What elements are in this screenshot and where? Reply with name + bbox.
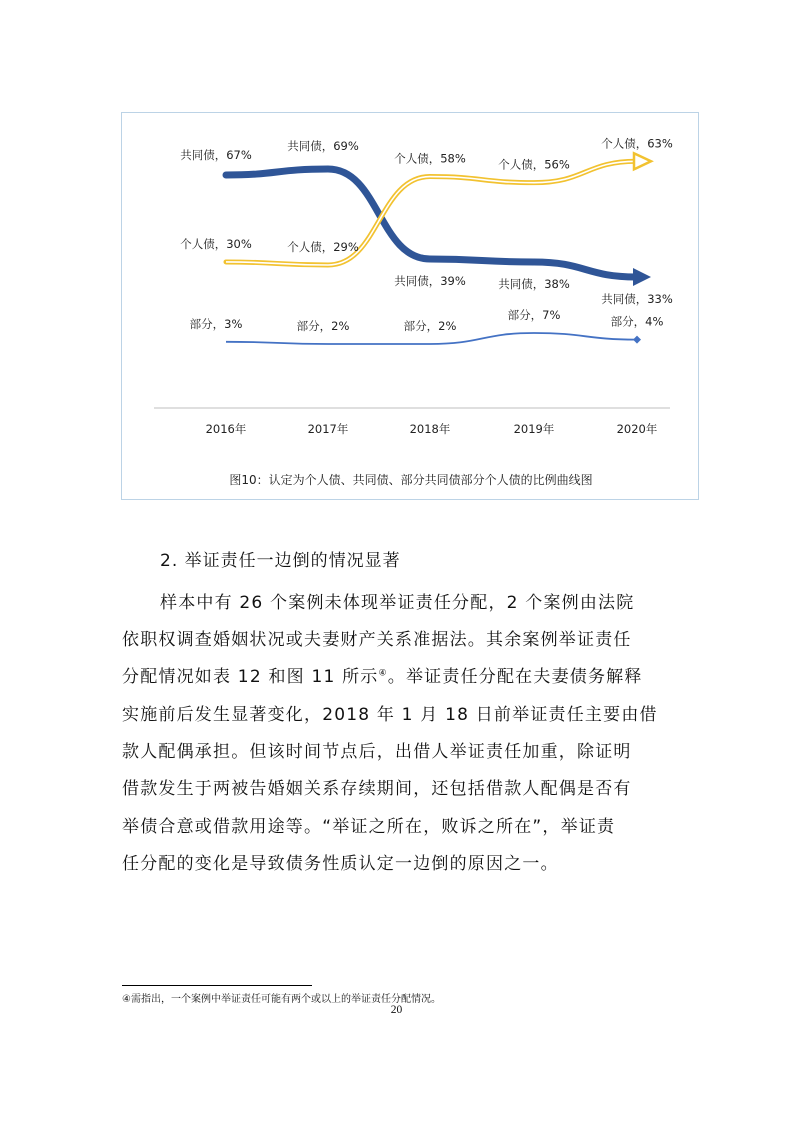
series-line-partial [226, 333, 637, 344]
data-label-joint: 共同债，69% [287, 139, 359, 153]
x-tick-label: 2018年 [409, 422, 451, 436]
footnote: ④需指出，一个案例中举证责任可能有两个或以上的举证责任分配情况。 [122, 994, 441, 1005]
paragraph-text: 分配情况如表 12 和图 11 所示 [122, 667, 379, 687]
data-label-partial: 部分，4% [610, 314, 664, 329]
paragraph-line: 任分配的变化是导致债务性质认定一边倒的原因之一。 [122, 854, 559, 874]
data-label-partial: 部分，2% [403, 319, 457, 333]
data-label-partial: 部分，2% [296, 319, 350, 333]
data-label-personal: 个人债，29% [287, 240, 359, 254]
x-tick-label: 2019年 [513, 422, 555, 436]
data-label-joint: 共同债，67% [180, 148, 252, 162]
data-label-joint: 共同债，33% [601, 292, 673, 306]
data-label-joint: 共同债，38% [498, 277, 570, 291]
paragraph-line [122, 662, 643, 687]
data-label-personal: 个人债，30% [180, 236, 252, 251]
series-partial [190, 308, 664, 344]
data-label-partial: 部分，3% [189, 316, 243, 331]
section-heading: 2. 举证责任一边倒的情况显著 [160, 551, 401, 571]
paragraph-text: 。举证责任分配在夫妻债务解释 [387, 667, 643, 687]
paragraph-line: 款人配偶承担。但该时间节点后，出借人举证责任加重，除证明 [122, 742, 632, 762]
paragraph-line: 样本中有 26 个案例未体现举证责任分配，2 个案例由法院 [160, 593, 635, 613]
x-tick-label: 2016年 [205, 422, 247, 436]
data-label-partial: 部分，7% [507, 308, 561, 322]
paragraph-line: 依职权调查婚姻状况或夫妻财产关系准据法。其余案例举证责任 [122, 630, 632, 650]
data-label-personal: 个人债，58% [394, 151, 466, 166]
x-tick-label: 2020年 [616, 422, 658, 436]
end-marker-partial [633, 336, 641, 344]
paragraph-line: 举债合意或借款用途等。“举证之所在，败诉之所在”，举证责 [122, 817, 616, 837]
arrowhead-personal [634, 153, 651, 169]
footnote-divider [122, 985, 312, 986]
figure-container [121, 112, 699, 500]
footnote-marker[interactable]: ④ [378, 668, 388, 679]
data-label-joint: 共同债，39% [394, 274, 466, 288]
data-label-personal: 个人债，63% [601, 136, 673, 151]
figure-caption: 图10：认定为个人债、共同债、部分共同债部分个人债的比例曲线图 [229, 473, 593, 487]
paragraph-line: 实施前后发生显著变化，2018 年 1 月 18 日前举证责任主要由借 [122, 705, 658, 725]
series-line-joint [226, 169, 637, 277]
arrowhead-joint [633, 268, 651, 286]
data-label-personal: 个人债，56% [498, 157, 570, 172]
x-tick-label: 2017年 [307, 422, 349, 436]
ratio-line-chart [122, 113, 700, 501]
paragraph-line: 借款发生于两被告婚姻关系存续期间，还包括借款人配偶是否有 [122, 779, 632, 799]
series-personal [180, 136, 673, 265]
page-number: 20 [390, 1004, 403, 1016]
